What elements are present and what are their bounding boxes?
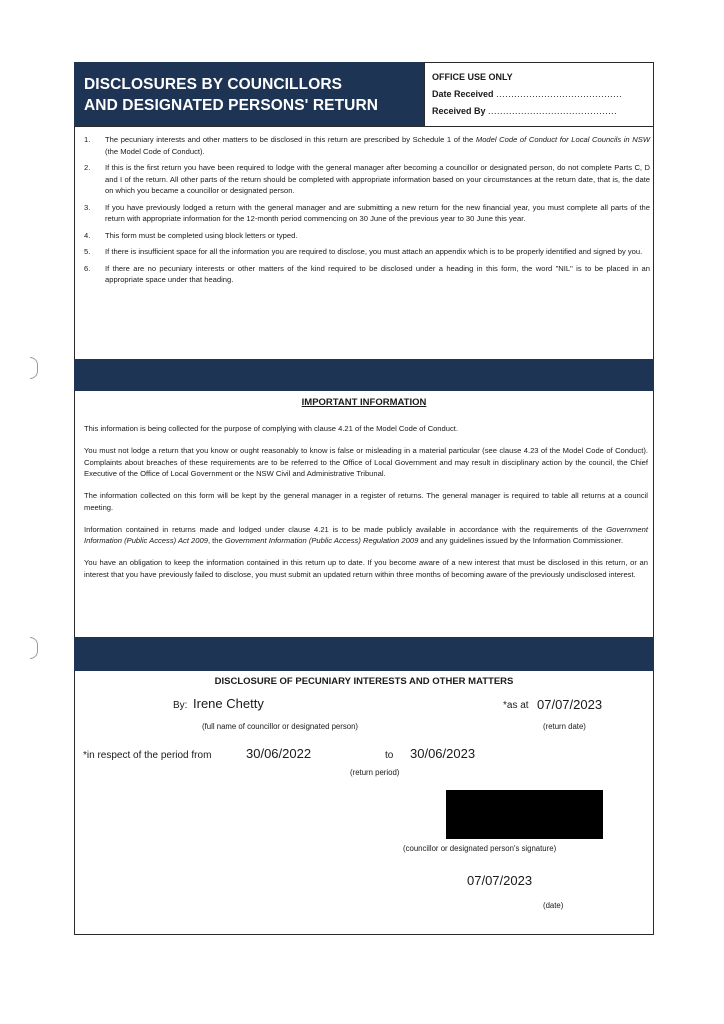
info-paragraph: You have an obligation to keep the information contained in this return up to date. If you become aware of a new interest that must be disclosed in this return, or an interest that you have previously failed to disclose, you must submit an updated return within three months of becoming aware of the previously undisclosed interest. xyxy=(84,558,648,579)
period-from-value: 30/06/2022 xyxy=(246,746,312,761)
instructions-list xyxy=(84,134,650,291)
name-caption: (full name of councillor or designated person) xyxy=(202,722,359,731)
instruction-text: This form must be completed using block letters or typed. xyxy=(105,230,298,240)
instruction-number: 5. xyxy=(84,247,91,256)
instruction-number: 1. xyxy=(84,135,91,144)
redacted-signature xyxy=(446,790,603,839)
instruction-item xyxy=(84,134,650,157)
received-by-row xyxy=(432,103,654,120)
date-received-field: .......................................... xyxy=(496,89,623,99)
instruction-text: If you have previously lodged a return with the general manager and are submitting a new return for the new financial year, you must complete all parts of the return with appropriate information for the 12-month period commencing on 30 June of the previous year to 30 June this year. xyxy=(105,202,650,223)
date-received-row xyxy=(432,86,654,103)
binding-hole-mark xyxy=(30,637,38,659)
form-title xyxy=(74,62,424,126)
instruction-item xyxy=(84,162,650,197)
return-date-value: 07/07/2023 xyxy=(537,697,603,712)
form-title-line1: DISCLOSURES BY COUNCILLORS xyxy=(84,76,343,93)
instruction-number: 6. xyxy=(84,263,91,273)
period-to-value: 30/06/2023 xyxy=(410,746,476,761)
received-by-field: ........................................... xyxy=(488,106,618,116)
by-label: By: xyxy=(173,700,188,711)
to-label: to xyxy=(385,750,394,761)
instruction-number: 4. xyxy=(84,230,91,240)
period-caption: (return period) xyxy=(350,768,400,777)
date-value: 07/07/2023 xyxy=(467,873,533,888)
important-info-title: IMPORTANT INFORMATION xyxy=(301,397,427,408)
signature-caption: (councillor or designated person's signature) xyxy=(403,844,557,853)
header-divider xyxy=(74,126,654,127)
instruction-number: 2. xyxy=(84,163,91,172)
instruction-item xyxy=(84,263,650,286)
section-band xyxy=(74,359,654,391)
date-caption: (date) xyxy=(543,901,564,910)
instruction-text: If this is the first return you have been required to lodge with the general manager after becoming a councillor or designated person, do not complete Parts C, D and I of the return. All other parts of the return should be completed with appropriate information based on your circumstances at the return date, that is, the date on which you became a councillor or designated person. xyxy=(105,163,650,195)
as-at-label: *as at xyxy=(503,700,529,711)
instruction-text: The pecuniary interests and other matters to be disclosed in this return are prescribed by Schedule 1 of the Model Code of Conduct for Local Councils in NSW (the Model Code of Conduct). xyxy=(105,135,650,156)
important-info-body xyxy=(84,423,648,591)
section-band xyxy=(74,637,654,671)
office-use-heading: OFFICE USE ONLY xyxy=(432,72,513,82)
form-title-line2: AND DESIGNATED PERSONS' RETURN xyxy=(84,97,379,114)
instruction-item xyxy=(84,230,650,242)
instruction-number: 3. xyxy=(84,202,91,212)
date-received-label: Date Received xyxy=(432,89,494,99)
info-paragraph: You must not lodge a return that you know or ought reasonably to know is false or misleading in a material particular (see clause 4.23 of the Model Code of Conduct). Complaints about breaches of these requirements are to be referred to the Office of Local Government and may result in disciplinary action by the council, the Chief Executive of the Office of Local Government or the NSW Civil and Administrative Tribunal. xyxy=(84,446,648,478)
office-use-box xyxy=(424,62,654,126)
binding-hole-mark xyxy=(30,357,38,379)
period-label: *in respect of the period from xyxy=(83,750,212,761)
instruction-item xyxy=(84,202,650,225)
disclosure-title: DISCLOSURE OF PECUNIARY INTERESTS AND OTHER MATTERS xyxy=(214,676,514,687)
received-by-label: Received By xyxy=(432,106,486,116)
info-paragraph: This information is being collected for the purpose of complying with clause 4.21 of the Model Code of Conduct. xyxy=(84,424,458,433)
return-date-caption: (return date) xyxy=(543,722,586,731)
info-paragraph: Information contained in returns made and lodged under clause 4.21 is to be made publicly available in accordance with the requirements of the Government Information (Public Access) Act 2009, the Government Information (Public Access) Regulation 2009 and any guidelines issued by the Information Commissioner. xyxy=(84,524,648,545)
councillor-name: Irene Chetty xyxy=(193,696,264,711)
instruction-text: If there is insufficient space for all the information you are required to disclose, you must attach an appendix which is to be properly identified and signed by you. xyxy=(105,247,643,256)
instruction-text: If there are no pecuniary interests or other matters of the kind required to be disclosed under a heading in this form, the word "NIL" is to be placed in an appropriate space under that heading. xyxy=(105,263,650,284)
info-paragraph: The information collected on this form will be kept by the general manager in a register of returns. The general manager is required to table all returns at a council meeting. xyxy=(84,491,648,512)
instruction-item xyxy=(84,246,650,258)
